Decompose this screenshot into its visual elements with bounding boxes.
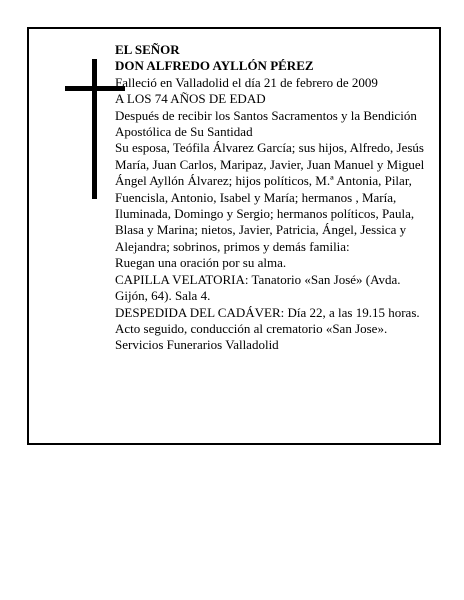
family-list: Su esposa, Teófila Álvarez García; sus hijos, Alfredo, Jesús María, Juan Carlos, Maripaz, Javier, Juan Manuel y Miguel Ángel Ayllón Álvarez; hijos políticos, M.ª Antonia, Pilar, Fuencisla, Antonio, Isabel y María; hermanos , María, Iluminada, Domingo y Sergio; hermanos políticos, Paula, Blasa y Marina; nietos, Javier, Patricia, Ángel, Jessica y Alejandra; sobrinos, primos y demás familia:	[115, 140, 425, 254]
age-line: A LOS 74 AÑOS DE EDAD	[115, 91, 266, 107]
chapel-info: CAPILLA VELATORIA: Tanatorio «San José» (Avda. Gijón, 64). Sala 4.	[115, 271, 401, 304]
farewell-info: DESPEDIDA DEL CADÁVER: Día 22, a las 19.15 horas. Acto seguido, conducción al crematorio «San Jose».	[115, 304, 420, 336]
deceased-name: DON ALFREDO AYLLÓN PÉREZ	[115, 58, 314, 74]
death-date-line: Falleció en Valladolid el día 21 de febrero de 2009	[115, 74, 378, 90]
prayer-line: Ruegan una oración por su alma.	[115, 255, 287, 271]
funeral-services: Servicios Funerarios Valladolid	[115, 337, 279, 353]
obituary-notice	[27, 27, 441, 445]
title-line-1: EL SEÑOR	[115, 42, 180, 57]
cross-vertical-bar	[92, 59, 97, 199]
notice-text	[115, 42, 435, 354]
sacraments-line: Después de recibir los Santos Sacramentos y la Bendición Apostólica de Su Santidad	[115, 107, 417, 140]
